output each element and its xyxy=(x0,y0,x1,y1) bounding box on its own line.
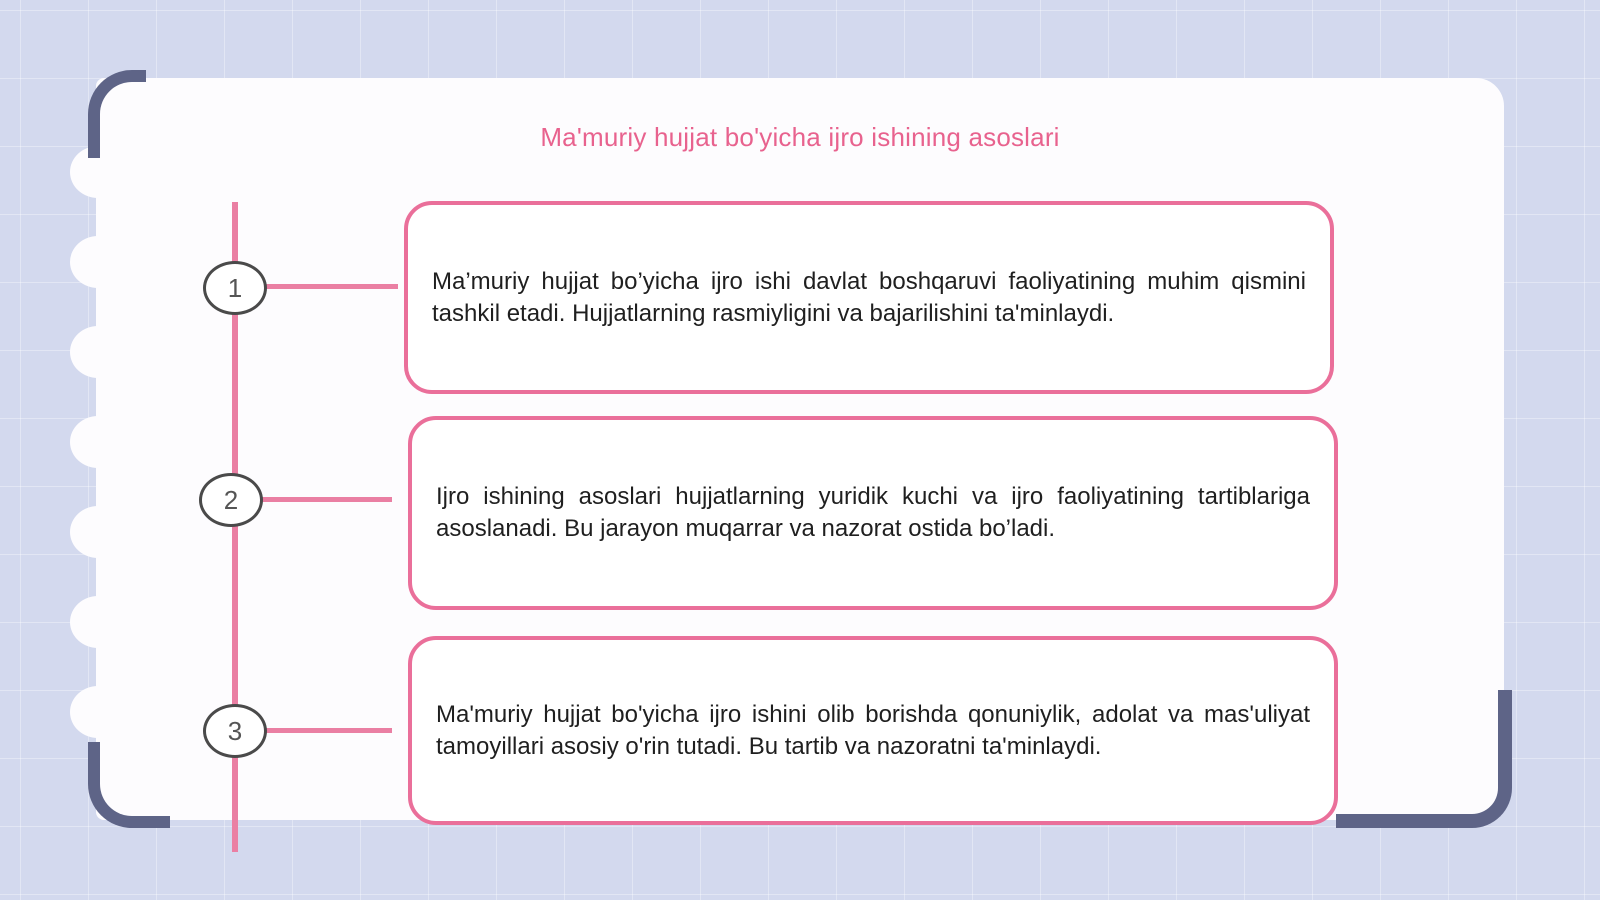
notepad-scallop xyxy=(70,236,126,288)
timeline-number-3: 3 xyxy=(203,704,267,758)
timeline-connector xyxy=(262,497,392,502)
slide-title: Ma'muriy hujjat bo'yicha ijro ishining asoslari xyxy=(540,122,1060,152)
notepad-scallop xyxy=(70,326,126,378)
notepad-scallop xyxy=(70,506,126,558)
timeline-number-1: 1 xyxy=(203,261,267,315)
timeline-number-2: 2 xyxy=(199,473,263,527)
notepad-scallop xyxy=(70,416,126,468)
timeline-card-text: Ma’muriy hujjat bo’yicha ijro ishi davlat boshqaruvi faoliyatining muhim qismini tashkil etadi. Hujjatlarning rasmiyligini va bajarilishini ta'minlaydi. xyxy=(432,267,1306,327)
timeline-connector xyxy=(266,284,398,289)
timeline-card-1 xyxy=(404,201,1334,394)
notepad-scallop xyxy=(70,596,126,648)
corner-bracket-bottom-right xyxy=(1336,690,1512,828)
corner-bracket-bottom-left xyxy=(88,742,170,828)
timeline-card-text: Ma'muriy hujjat bo'yicha ijro ishini olib borishda qonuniylik, adolat va mas'uliyat tamoyillari asosiy o'rin tutadi. Bu tartib va nazoratni ta'minlaydi. xyxy=(436,700,1310,760)
timeline-connector xyxy=(266,728,392,733)
timeline-card-3 xyxy=(408,636,1338,825)
timeline-card-text: Ijro ishining asoslari hujjatlarning yuridik kuchi va ijro faoliyatining tartiblariga asoslanadi. Bu jarayon muqarrar va nazorat ostida bo’ladi. xyxy=(436,483,1310,542)
timeline-card-2 xyxy=(408,416,1338,610)
notepad-scallop xyxy=(70,686,126,738)
